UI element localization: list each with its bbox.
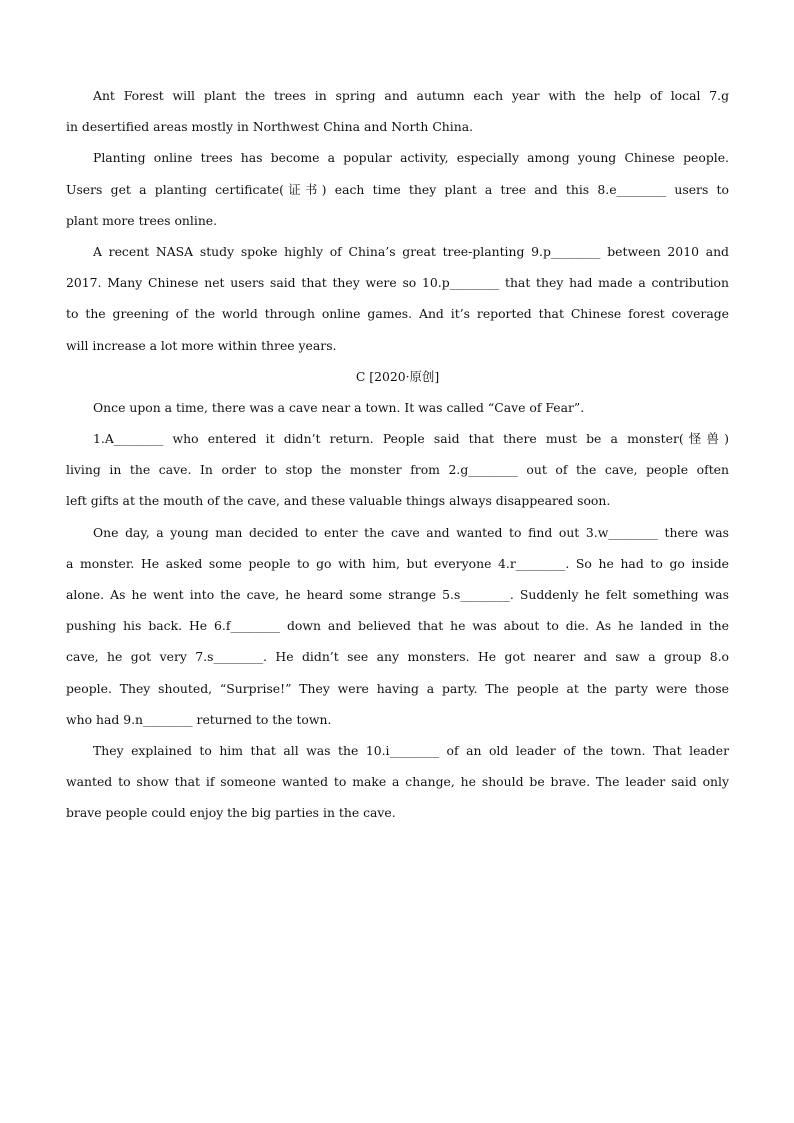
- passage-b-line-5: plant more trees online.: [66, 212, 218, 228]
- passage-c-line-6: a monster. He asked some people to go with him, but everyone 4.r________. So he had to go inside: [66, 555, 729, 571]
- passage-b-line-2: in desertified areas mostly in Northwest China and North China.: [66, 119, 474, 135]
- passage-b-line-1: Ant Forest will plant the trees in spring and autumn each year with the help of local 7.g: [93, 88, 729, 103]
- passage-c-line-10: people. They shouted, “Surprise!” They were having a party. The people at the party were those: [66, 680, 729, 696]
- passage-b-line-9: will increase a lot more within three years.: [66, 337, 337, 353]
- passage-b-line-7: 2017. Many Chinese net users said that they were so 10.p________ that they had made a contribution: [66, 275, 729, 291]
- passage-c-line-14: brave people could enjoy the big parties in the cave.: [66, 805, 396, 821]
- passage-c-line-1: Once upon a time, there was a cave near a town. It was called “Cave of Fear”.: [93, 399, 585, 415]
- document-page: [66, 84, 729, 833]
- passage-c-line-13: wanted to show that if someone wanted to make a change, he should be brave. The leader said only: [66, 774, 729, 790]
- passage-c-line-4: left gifts at the mouth of the cave, and these valuable things always disappeared soon.: [66, 493, 611, 509]
- passage-c-line-7: alone. As he went into the cave, he heard some strange 5.s________. Suddenly he felt something was: [66, 587, 729, 602]
- passage-c-line-5: One day, a young man decided to enter the cave and wanted to find out 3.w________ there was: [93, 524, 729, 540]
- passage-c-line-9: cave, he got very 7.s________. He didn’t see any monsters. He got nearer and saw a group 8.o: [66, 649, 729, 665]
- passage-b-line-8: to the greening of the world through online games. And it’s reported that Chinese forest coverage: [66, 306, 729, 322]
- passage-c-line-3: living in the cave. In order to stop the monster from 2.g________ out of the cave, people often: [66, 462, 729, 478]
- passage-c-line-2: 1.A________ who entered it didn’t return. People said that there must be a monster(怪兽): [93, 431, 729, 447]
- passage-b-line-6: A recent NASA study spoke highly of China’s great tree-planting 9.p________ between 2010 and: [93, 243, 729, 259]
- passage-b-line-3: Planting online trees has become a popular activity, especially among young Chinese people.: [93, 150, 729, 166]
- passage-c-line-11: who had 9.n________ returned to the town.: [66, 711, 332, 727]
- passage-c-line-8: pushing his back. He 6.f________ down and believed that he was about to die. As he landed in the: [66, 618, 729, 634]
- passage-b-line-4: Users get a planting certificate(证书) each time they plant a tree and this 8.e________ users to: [66, 181, 729, 197]
- passage-c-line-12: They explained to him that all was the 10.i________ of an old leader of the town. That leader: [93, 742, 729, 758]
- section-c-heading: C [2020·原创]: [355, 368, 440, 384]
